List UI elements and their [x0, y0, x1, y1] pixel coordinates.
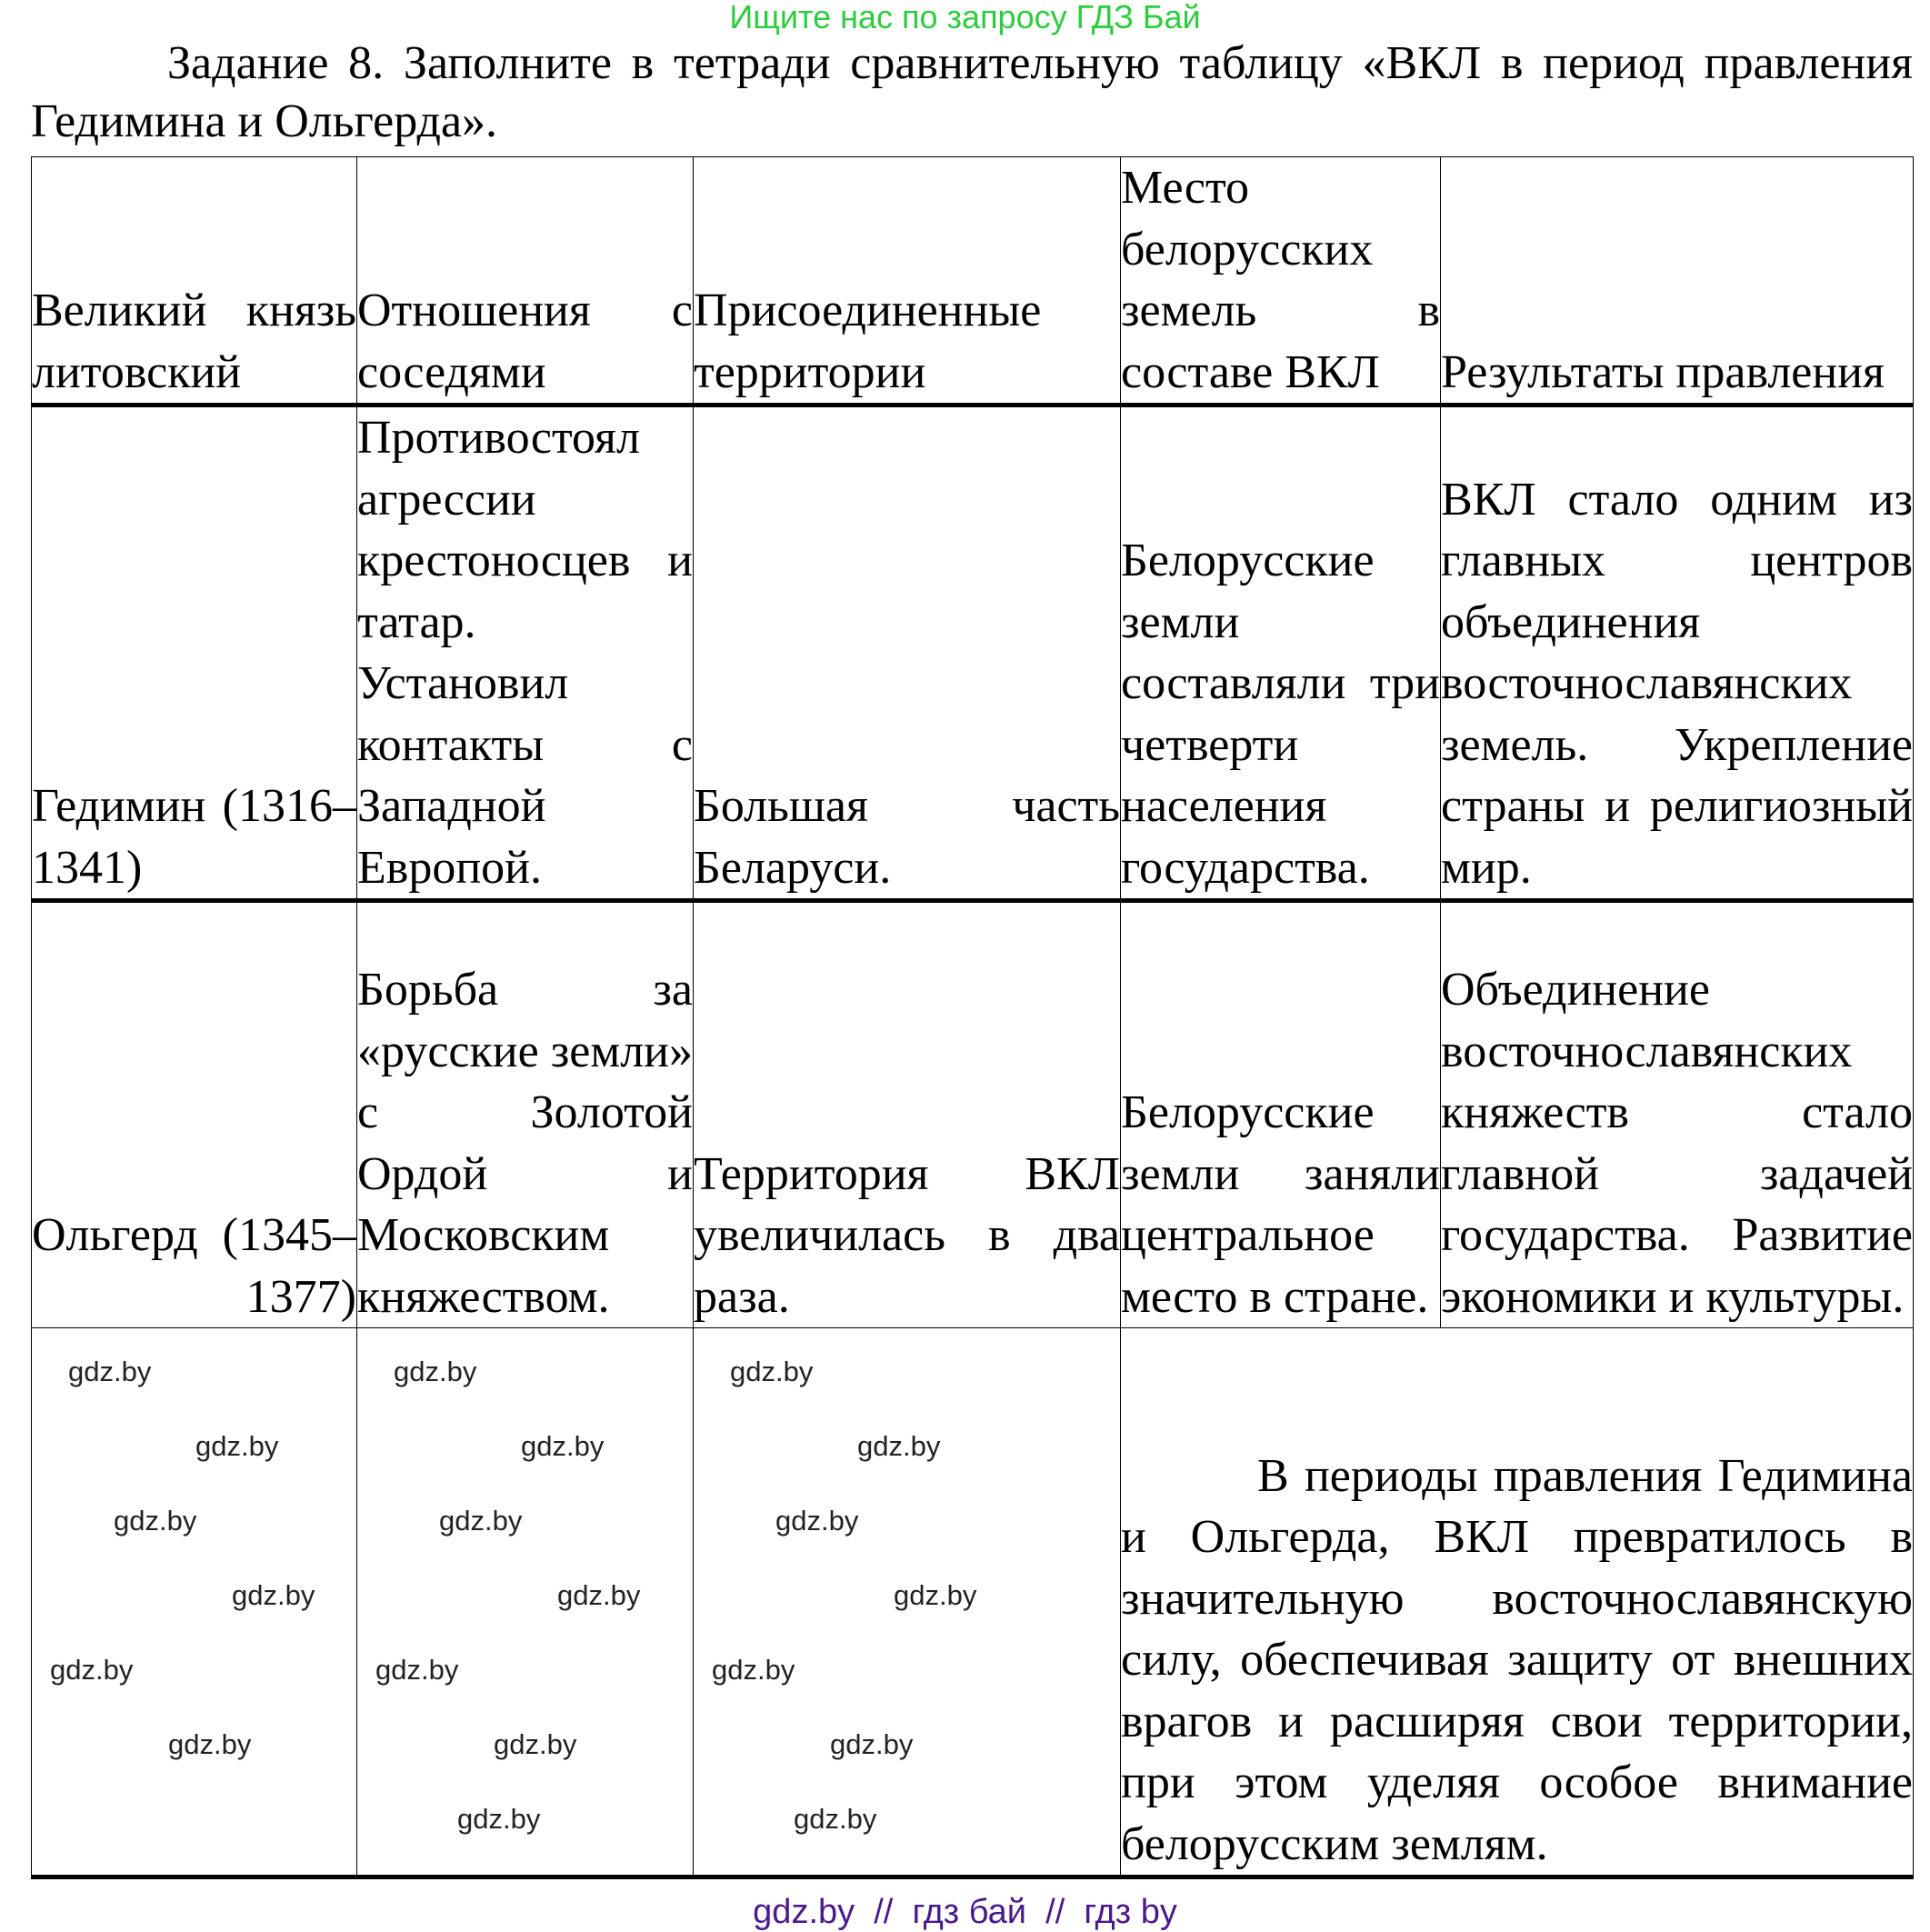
watermark: gdz.by — [68, 1356, 152, 1387]
watermark: gdz.by — [375, 1654, 459, 1686]
header-cell: Великий князь литовский — [32, 157, 357, 405]
watermark: gdz.by — [857, 1430, 941, 1462]
watermark-group — [694, 1328, 1120, 1854]
watermark: gdz.by — [114, 1505, 197, 1537]
table-cell: Белорусские земли заняли центральное место в стране. — [1121, 901, 1441, 1328]
watermark: gdz.by — [232, 1579, 315, 1611]
table-cell: Противостоял агрессии крестоносцев и татар. Установил контакты с Западной Европой. — [357, 405, 694, 901]
table-header-row — [32, 157, 1914, 405]
table-cell-empty — [357, 1328, 694, 1877]
watermark: gdz.by — [439, 1505, 523, 1537]
header-cell: Присоединенные территории — [694, 157, 1121, 405]
watermark: gdz.by — [794, 1803, 877, 1835]
watermark: gdz.by — [494, 1728, 577, 1760]
watermark: gdz.by — [168, 1728, 252, 1760]
task-title: Задание 8. Заполните в тетради сравнительную таблицу «ВКЛ в период правления Гедимина и Ольгерда». — [31, 37, 1913, 147]
watermark: gdz.by — [50, 1654, 134, 1686]
watermark: gdz.by — [557, 1579, 641, 1611]
conclusion-cell: В периоды правления Гедимина и Ольгерда, ВКЛ превратилось в значительную восточнославянскую силу, обеспечивая защиту от внешних врагов и расширяя свои территории, при этом уделяя особое внимание белорусским землям. — [1121, 1328, 1914, 1877]
table-cell: Гедимин (1316–1341) — [32, 405, 357, 901]
table-cell: Территория ВКЛ увеличилась в два раза. — [694, 901, 1121, 1328]
comparison-table — [31, 156, 1914, 1879]
table-cell: Белорусские земли составляли три четверти населения государства. — [1121, 405, 1441, 901]
table-cell-empty — [694, 1328, 1121, 1877]
table-cell: Объединение восточнославянских княжеств стало главной задачей государства. Развитие экономики и культуры. — [1441, 901, 1914, 1328]
table-cell: Ольгерд (1345–1377) — [32, 901, 357, 1328]
watermark: gdz.by — [830, 1728, 914, 1760]
table-cell: Большая часть Беларуси. — [694, 405, 1121, 901]
watermark-group — [357, 1328, 693, 1854]
header-cell: Результаты правления — [1441, 157, 1914, 405]
watermark: gdz.by — [457, 1803, 541, 1835]
table-row — [32, 1328, 1914, 1877]
table-row — [32, 405, 1914, 901]
watermark: gdz.by — [712, 1654, 795, 1686]
table-cell: Борьба за «русские земли» с Золотой Ордой и Московским княжеством. — [357, 901, 694, 1328]
watermark-group — [32, 1328, 356, 1779]
header-cell: Отношения с соседями — [357, 157, 694, 405]
watermark: gdz.by — [775, 1505, 859, 1537]
table-cell: ВКЛ стало одним из главных центров объединения восточнославянских земель. Укрепление страны и религиозный мир. — [1441, 405, 1914, 901]
table-row — [32, 901, 1914, 1328]
watermark: gdz.by — [195, 1430, 279, 1462]
table-cell-empty — [32, 1328, 357, 1877]
footer-links: gdz.by // гдз бай // гдз by — [753, 1893, 1177, 1931]
watermark: gdz.by — [894, 1579, 977, 1611]
header-cell: Место белорусских земель в составе ВКЛ — [1121, 157, 1441, 405]
watermark: gdz.by — [394, 1356, 477, 1387]
promo-banner: Ищите нас по запросу ГДЗ Бай — [729, 0, 1201, 35]
watermark: gdz.by — [730, 1356, 814, 1387]
watermark: gdz.by — [521, 1430, 605, 1462]
